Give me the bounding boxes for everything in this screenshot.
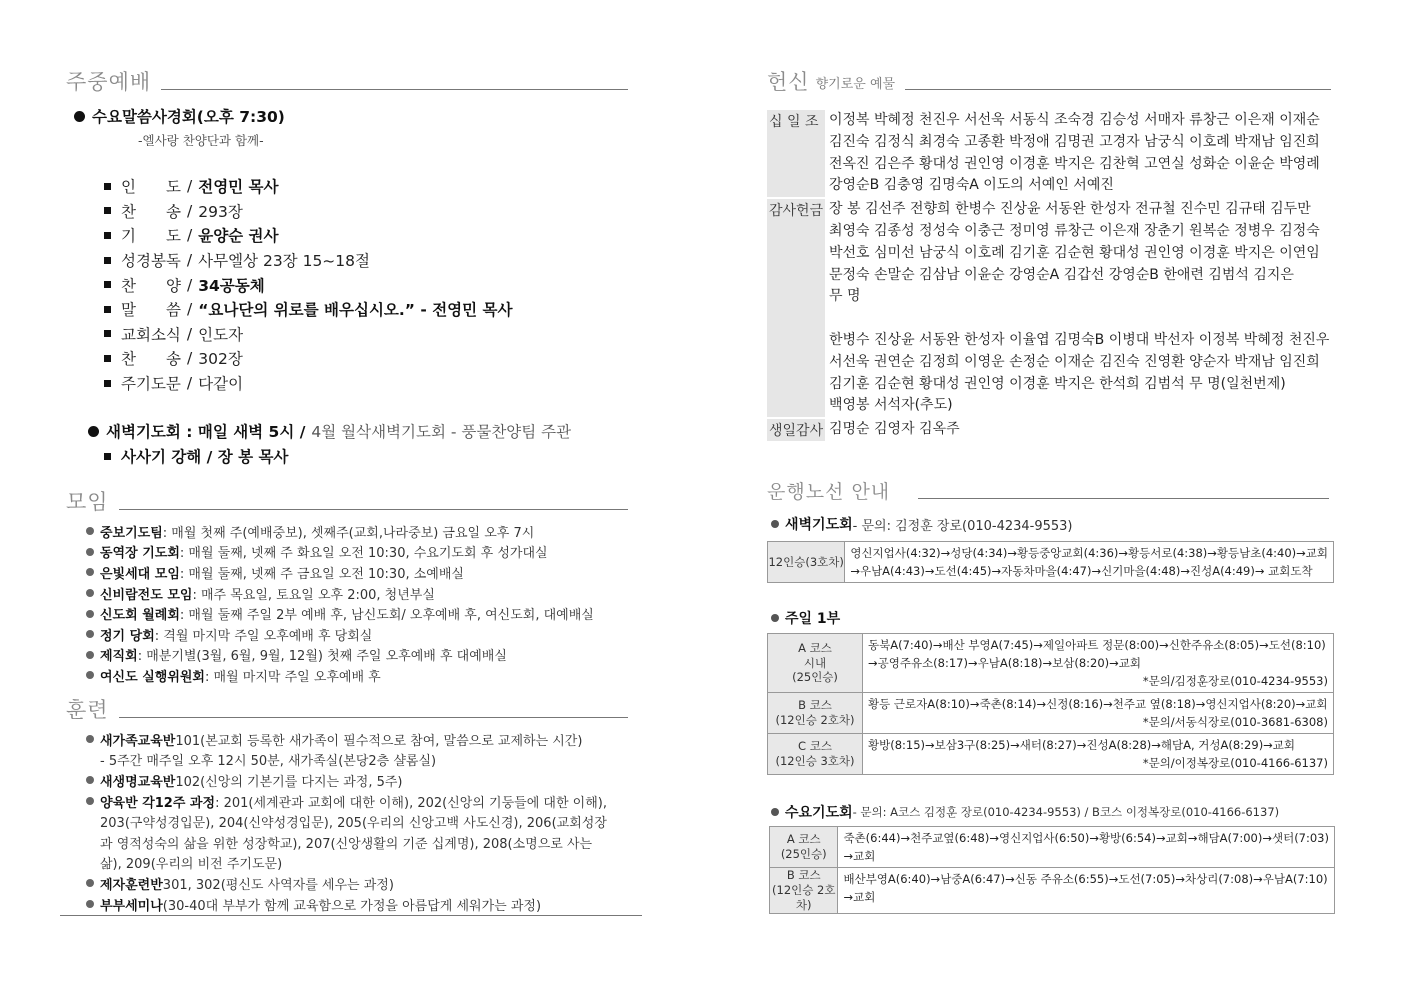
bullet-icon bbox=[86, 651, 94, 659]
square-bullet-icon bbox=[104, 453, 111, 460]
order-item bbox=[104, 322, 512, 347]
bullet-icon bbox=[86, 797, 94, 805]
route-stops bbox=[863, 693, 1334, 734]
order-separator: / bbox=[186, 374, 193, 393]
offering-name-line: 이정복 박혜정 천진우 서선욱 서동식 조숙경 김승성 서매자 류창근 이은재 이재순 bbox=[829, 112, 1320, 128]
order-value: 인도자 bbox=[198, 325, 244, 344]
order-separator: / bbox=[187, 349, 193, 368]
wednesday-note: -엘사랑 찬양단과 함께- bbox=[138, 133, 264, 148]
offering-name-line: 무 명 bbox=[829, 288, 861, 305]
route-stop-line: →우남A(4:43)→도선(4:45)→자동차마을(4:47)→신기마을(4:48)→진성A(4:49)→ 교회도착 bbox=[850, 564, 1313, 578]
offering-name-line: 장 봉 김선주 전향희 한병수 진상윤 서동완 한성자 전규철 진수민 김규태 김두만 bbox=[829, 201, 1311, 218]
bullet-icon bbox=[771, 808, 779, 816]
training-name: 양육반 각12주 과정 bbox=[100, 795, 216, 811]
route-row bbox=[768, 634, 1334, 693]
offering-name-line: 전옥진 김은주 황대성 권인영 이경훈 박지은 김찬혁 고연실 성화순 이윤순 박영례 bbox=[829, 155, 1320, 172]
order-label-part: 말 bbox=[121, 301, 136, 320]
meeting-desc: : 매월 첫째 주(예배중보), 셋째주(교회,나라중보) 금요일 오후 7시 bbox=[162, 525, 535, 541]
meeting-name: 중보기도팀 bbox=[100, 525, 163, 541]
bullet-icon bbox=[86, 527, 94, 535]
training-item bbox=[86, 791, 607, 812]
order-separator: / bbox=[187, 201, 193, 220]
meeting-name: 신도회 월례회 bbox=[100, 608, 180, 624]
bullet-icon bbox=[86, 589, 94, 597]
square-bullet-icon bbox=[104, 355, 111, 362]
route-stop-line: 동북A(7:40)→배산 부영A(7:45)→제일아파트 정문(8:00)→신한주유소(8:05)→도선(8:10) bbox=[868, 638, 1326, 652]
square-bullet-icon bbox=[104, 281, 111, 288]
route-label-line: B 코스 bbox=[798, 698, 832, 713]
order-label bbox=[121, 224, 181, 246]
route-row bbox=[768, 542, 1334, 583]
training-desc: (30-40대 부부가 함께 교육함으로 가정을 아름답게 세워가는 과정) bbox=[162, 898, 542, 914]
square-bullet-icon bbox=[104, 232, 111, 239]
square-bullet-icon bbox=[104, 257, 111, 264]
square-bullet-icon bbox=[104, 306, 111, 313]
offering-label: 생일감사 bbox=[767, 419, 825, 441]
order-value: 302장 bbox=[198, 350, 243, 369]
order-value: 윤양순 권사 bbox=[198, 227, 279, 246]
order-label bbox=[121, 249, 181, 271]
wednesday-service-title bbox=[74, 105, 285, 127]
meeting-desc: : 매주 목요일, 토요일 오후 2:00, 청년부실 bbox=[192, 587, 435, 603]
square-bullet-icon bbox=[104, 183, 111, 190]
order-label-part: 도 bbox=[166, 178, 181, 197]
worship-order-list bbox=[104, 174, 512, 395]
heading-rule bbox=[161, 89, 628, 90]
route-label-line: A 코스 bbox=[798, 640, 832, 655]
order-separator: / bbox=[187, 275, 193, 294]
route-row bbox=[770, 827, 1335, 868]
training-heading bbox=[66, 700, 628, 721]
route-stop-line: 죽촌(6:44)→천주교옆(6:48)→영신지업사(6:50)→황방(6:54)→교회→해담A(7:00)→샛터(7:03) bbox=[843, 831, 1329, 845]
bullet-icon bbox=[86, 879, 94, 887]
training-desc: : 201(세계관과 교회에 대한 이해), 202(신앙의 기둥들에 대한 이해), bbox=[215, 795, 607, 811]
sunday-bus-title bbox=[771, 608, 840, 628]
route-label-line: (25인승) bbox=[780, 847, 827, 861]
route-label bbox=[768, 734, 863, 775]
order-item bbox=[104, 346, 512, 371]
offering-group bbox=[767, 199, 1347, 417]
offering-name-line: 한병수 진상윤 서동완 한성자 이율엽 김명숙B 이병대 박선자 이정복 박혜정 천진우 bbox=[829, 331, 1330, 348]
heading-rule bbox=[119, 717, 628, 718]
route-stop-line: 황방(8:15)→보삼3구(8:25)→새터(8:27)→진성A(8:28)→해담A, 거성A(8:29)→교회 bbox=[868, 738, 1296, 752]
heading-rule bbox=[905, 89, 1331, 90]
order-label-part: 송 bbox=[166, 350, 181, 369]
route-label-line: 시내 bbox=[803, 655, 827, 670]
training-desc: 301, 302(평신도 사역자를 세우는 과정) bbox=[162, 877, 394, 893]
sunday-bus-title-text: 주일 1부 bbox=[785, 611, 841, 627]
offering-names bbox=[825, 110, 1320, 197]
dawn-bus-inquiry: - 문의: 김정훈 장로(010-4234-9553) bbox=[852, 518, 1073, 534]
order-label-part: 찬 bbox=[121, 202, 136, 221]
page-bottom-rule bbox=[60, 915, 642, 916]
order-label bbox=[121, 298, 181, 320]
offering-label: 십 일 조 bbox=[767, 110, 825, 197]
offering-names bbox=[825, 419, 960, 441]
meeting-desc: : 매분기별(3월, 6월, 9월, 12월) 첫째 주일 오후예배 후 대예배실 bbox=[137, 649, 507, 665]
meeting-item bbox=[86, 603, 594, 624]
order-label bbox=[121, 372, 181, 394]
order-label bbox=[121, 347, 181, 369]
order-value: 다같이 bbox=[198, 375, 244, 394]
training-desc: 102(신앙의 기본기를 다지는 과정, 5주) bbox=[175, 774, 403, 790]
meeting-item bbox=[86, 665, 594, 686]
dawn-bus-title bbox=[771, 514, 1073, 534]
bullet-icon bbox=[86, 630, 94, 638]
route-stop-line: 배산부영A(6:40)→남중A(6:47)→신동 주유소(6:55)→도선(7:05)→차상리(7:08)→우남A(7:10) bbox=[843, 872, 1328, 886]
sunday-bus-table bbox=[767, 633, 1334, 775]
order-separator: / bbox=[186, 251, 193, 270]
order-label bbox=[121, 200, 181, 222]
heading-rule bbox=[918, 498, 1329, 499]
offering-heading-sub: 향기로운 예물 bbox=[815, 77, 896, 93]
order-value: 34공동체 bbox=[198, 276, 265, 295]
meeting-item bbox=[86, 521, 594, 542]
route-stops bbox=[838, 868, 1335, 914]
route-label-line: B 코스 bbox=[786, 868, 821, 882]
worship-heading bbox=[66, 72, 628, 93]
training-desc-cont: - 5주간 매주일 오후 12시 50분, 새가족실(본당2층 샬롬실) bbox=[100, 754, 437, 770]
route-label bbox=[768, 542, 845, 583]
route-contact: *문의/이정복장로(010-4166-6137) bbox=[1142, 756, 1328, 770]
offering-heading-text: 헌신 bbox=[767, 70, 810, 94]
order-item bbox=[104, 297, 512, 322]
meeting-item bbox=[86, 542, 594, 563]
route-stops bbox=[845, 542, 1334, 583]
offering-group bbox=[767, 419, 1347, 441]
order-label bbox=[121, 274, 181, 296]
meeting-desc: : 격월 마지막 주일 오후예배 후 당회실 bbox=[154, 628, 373, 644]
meeting-desc: : 매월 둘째, 넷째 주 화요일 오전 10:30, 수요기도회 후 성가대실 bbox=[179, 546, 548, 562]
order-item bbox=[104, 199, 512, 224]
bullet-icon bbox=[86, 900, 94, 908]
order-label-part: 도 bbox=[166, 227, 181, 246]
bullet-icon bbox=[86, 568, 94, 576]
training-name: 부부세미나 bbox=[100, 898, 163, 914]
route-stop-line: →공영주유소(8:17)→우남A(8:18)→보삼(8:20)→교회 bbox=[868, 656, 1142, 670]
route-label-line: C 코스 bbox=[798, 739, 832, 754]
order-label-part: 씀 bbox=[166, 301, 181, 320]
order-separator: / bbox=[187, 226, 193, 245]
wednesday-title-text: 수요말씀사경회(오후 7:30) bbox=[92, 108, 285, 126]
order-label-part: 인 bbox=[121, 178, 136, 197]
training-list bbox=[86, 729, 607, 914]
meeting-item bbox=[86, 562, 594, 583]
route-stops bbox=[863, 634, 1334, 693]
meeting-name: 동역장 기도회 bbox=[100, 546, 180, 562]
route-label-line: (12인승 3호차) bbox=[775, 754, 855, 768]
order-label-part: 기 bbox=[121, 227, 136, 246]
dawn-bus-table bbox=[767, 541, 1334, 583]
order-label-part: 송 bbox=[166, 202, 181, 221]
order-label-part: 양 bbox=[166, 276, 181, 295]
dawn-title-rest: 4월 월삭새벽기도회 - 풍물찬양팀 주관 bbox=[311, 423, 572, 441]
route-label bbox=[770, 827, 838, 868]
training-name: 제자훈련반 bbox=[100, 877, 163, 893]
training-desc-cont: 과 영적성숙의 삶을 위한 성장학교), 207(신앙생활의 기준 십계명), 208(소명으로 사는 bbox=[100, 836, 593, 852]
meeting-name: 신비람전도 모임 bbox=[100, 587, 193, 603]
route-stop-line: →교회 bbox=[843, 849, 876, 863]
wed-bus-table bbox=[769, 826, 1335, 914]
training-item bbox=[86, 729, 607, 750]
route-stops bbox=[863, 734, 1334, 775]
heading-rule bbox=[119, 509, 628, 510]
dawn-sub-text: 사사기 강해 / 장 봉 목사 bbox=[121, 448, 289, 466]
meeting-name: 정기 당회 bbox=[100, 628, 155, 644]
route-stops bbox=[838, 827, 1335, 868]
offering-heading bbox=[767, 72, 1331, 93]
training-desc-cont: 삶), 209(우리의 비전 주기도문) bbox=[100, 857, 283, 873]
offering-list bbox=[767, 110, 1347, 443]
order-label-part: 찬 bbox=[121, 350, 136, 369]
route-stop-line: 영신지업사(4:32)→성당(4:34)→황등중앙교회(4:36)→황등서로(4:38)→황등남초(4:40)→교회 bbox=[850, 546, 1328, 560]
bullet-icon bbox=[86, 735, 94, 743]
training-desc-cont: 203(구약성경입문), 204(신약성경입문), 205(우리의 신앙고백 사도신경), 206(교회성장 bbox=[100, 816, 607, 832]
offering-label: 감사헌금 bbox=[767, 199, 825, 417]
training-item bbox=[86, 770, 607, 791]
order-separator: / bbox=[186, 324, 193, 343]
route-label-line: 12인승(3호차) bbox=[768, 554, 844, 569]
offering-name-line: 김기훈 김순현 황대성 권인영 이경훈 박지은 한석희 김범석 무 명(일천번제) bbox=[829, 375, 1286, 392]
worship-heading-text: 주중예배 bbox=[66, 70, 152, 94]
wed-bus-title bbox=[771, 802, 1279, 822]
meeting-name: 제직회 bbox=[100, 649, 138, 665]
offering-name-line: 백영봉 서석자(추도) bbox=[829, 397, 953, 414]
meetings-heading-text: 모임 bbox=[66, 490, 109, 514]
route-row bbox=[768, 734, 1334, 775]
order-item bbox=[104, 272, 512, 297]
bus-heading bbox=[767, 483, 1329, 502]
order-item bbox=[104, 223, 512, 248]
training-heading-text: 훈련 bbox=[66, 698, 109, 722]
offering-name-line: 강영순B 김충영 김명숙A 이도의 서예인 서예진 bbox=[829, 177, 1114, 194]
order-item bbox=[104, 371, 512, 396]
dawn-bus-title-text: 새벽기도회 bbox=[785, 517, 853, 533]
offering-name-line: 김명순 김영자 김옥주 bbox=[829, 421, 960, 438]
route-label bbox=[768, 693, 863, 734]
wed-bus-inquiry: - 문의: A코스 김정훈 장로(010-4234-9553) / B코스 이정복장로(010-4166-6137) bbox=[852, 805, 1280, 819]
order-label-part: 성경봉독 bbox=[121, 252, 181, 271]
order-label-part: 찬 bbox=[121, 276, 136, 295]
square-bullet-icon bbox=[104, 330, 111, 337]
route-contact: *문의/서동식장로(010-3681-6308) bbox=[1142, 715, 1328, 729]
meeting-name: 은빛세대 모임 bbox=[100, 566, 180, 582]
route-label-line: (25인승) bbox=[792, 670, 838, 685]
dawn-prayer-title bbox=[88, 420, 571, 442]
dawn-title-text: 새벽기도회 : 매일 새벽 5시 / bbox=[106, 423, 306, 441]
training-item bbox=[86, 894, 607, 915]
order-label-part: 교회소식 bbox=[121, 325, 181, 344]
training-item bbox=[86, 873, 607, 894]
route-label bbox=[770, 868, 838, 914]
training-name: 새가족교육반 bbox=[100, 733, 176, 749]
offering-names bbox=[825, 199, 1329, 417]
meeting-item bbox=[86, 583, 594, 604]
route-label-line: (12인승 2호차) bbox=[775, 713, 855, 727]
order-value: 293장 bbox=[198, 202, 243, 221]
bullet-icon bbox=[86, 548, 94, 556]
offering-name-line bbox=[829, 308, 1329, 330]
bullet-icon bbox=[88, 426, 99, 437]
order-item bbox=[104, 248, 512, 273]
route-label-line: (12인승 2호차) bbox=[772, 882, 836, 912]
route-contact: *문의/김정훈장로(010-4234-9553) bbox=[1142, 674, 1328, 688]
square-bullet-icon bbox=[104, 207, 111, 214]
route-row bbox=[770, 868, 1335, 914]
order-value: 전영민 목사 bbox=[198, 178, 279, 197]
order-item bbox=[104, 174, 512, 199]
square-bullet-icon bbox=[104, 380, 111, 387]
offering-name-line: 최영숙 김종성 정성숙 이충근 정미영 류창근 이은재 장춘기 원복순 정병우 김정숙 bbox=[829, 222, 1320, 239]
meeting-item bbox=[86, 624, 594, 645]
offering-name-line: 김진숙 김정식 최경숙 고종환 박정애 김명권 고경자 남궁식 이호례 박재남 임진희 bbox=[829, 133, 1320, 150]
training-name: 새생명교육반 bbox=[100, 774, 176, 790]
meeting-name: 여신도 실행위원회 bbox=[100, 669, 205, 685]
route-label-line: A 코스 bbox=[786, 832, 821, 847]
bus-heading-text: 운행노선 안내 bbox=[767, 481, 891, 503]
bullet-icon bbox=[771, 520, 779, 528]
offering-group bbox=[767, 110, 1347, 197]
training-desc: 101(본교회 등록한 새가족이 필수적으로 참여, 말씀으로 교제하는 시간) bbox=[175, 733, 583, 749]
dawn-prayer-sub bbox=[104, 445, 288, 467]
order-value: 사무엘상 23장 15~18절 bbox=[198, 252, 370, 271]
offering-name-line: 서선욱 권연순 김정희 이영운 손정순 이재순 김진숙 진영환 양순자 박재남 임진희 bbox=[829, 353, 1320, 370]
order-separator: / bbox=[187, 177, 193, 196]
route-stop-line: →교회 bbox=[843, 890, 876, 904]
bullet-icon bbox=[74, 111, 85, 122]
bullet-icon bbox=[86, 610, 94, 618]
order-label bbox=[121, 175, 181, 197]
meeting-desc: : 매월 마지막 주일 오후예배 후 bbox=[205, 669, 381, 685]
route-stop-line: 황등 근로자A(8:10)→죽촌(8:14)→신정(8:16)→천주교 옆(8:18)→영신지업사(8:20)→교회 bbox=[868, 697, 1328, 711]
meeting-desc: : 매월 둘째 주일 2부 예배 후, 남신도회/ 오후예배 후, 여신도회, 대예배실 bbox=[179, 608, 594, 624]
offering-name-line: 문정숙 손말순 김삼남 이윤순 강영순A 김갑선 강영순B 한애련 김범석 김지은 bbox=[829, 266, 1294, 283]
meetings-heading bbox=[66, 492, 628, 513]
order-label bbox=[121, 323, 181, 345]
meeting-item bbox=[86, 645, 594, 666]
bullet-icon bbox=[771, 614, 779, 622]
order-value: “요나단의 위로를 배우십시오.” - 전영민 목사 bbox=[198, 301, 513, 320]
meeting-desc: : 매월 둘째, 넷째 주 금요일 오전 10:30, 소예배실 bbox=[179, 566, 464, 582]
order-separator: / bbox=[187, 300, 193, 319]
bullet-icon bbox=[86, 776, 94, 784]
route-row bbox=[768, 693, 1334, 734]
order-label-part: 주기도문 bbox=[121, 375, 181, 394]
wed-bus-title-text: 수요기도회 bbox=[785, 805, 853, 821]
offering-name-line: 박선호 심미선 남궁식 이호례 김기훈 김순현 황대성 권인영 이경훈 박지은 이연임 bbox=[829, 244, 1320, 261]
bullet-icon bbox=[86, 671, 94, 679]
meetings-list bbox=[86, 521, 594, 686]
route-label bbox=[768, 634, 863, 693]
